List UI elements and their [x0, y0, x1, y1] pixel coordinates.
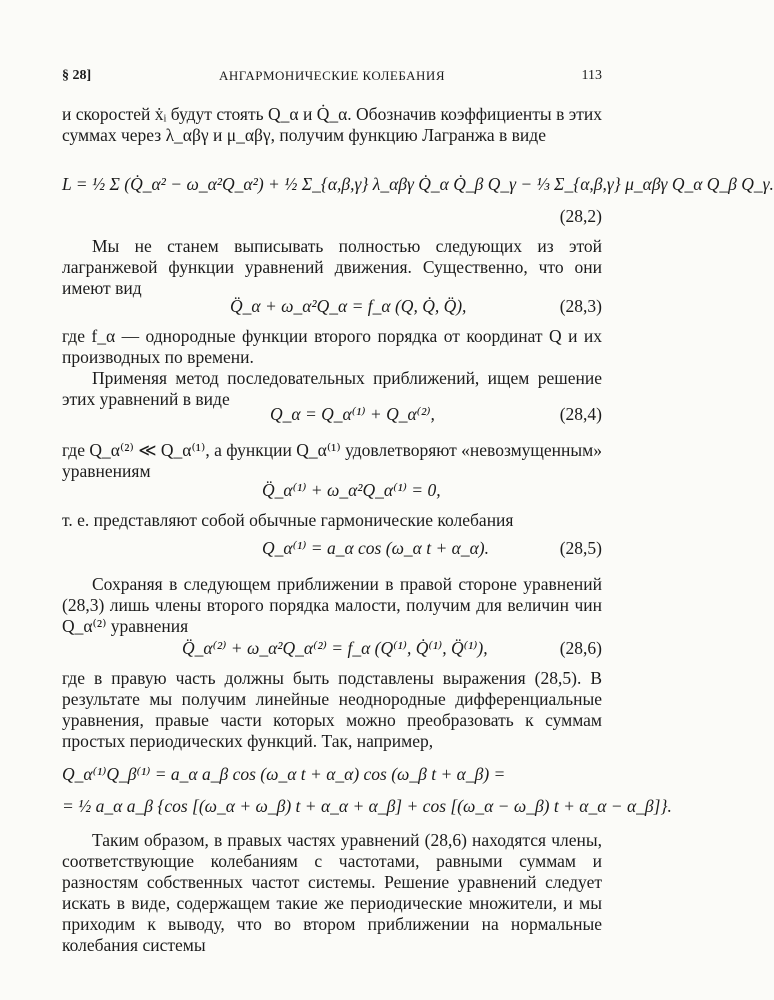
equation-number-28-5: (28,5) [559, 538, 602, 558]
paragraph-3: где f_α — однородные функции второго порядка от координат Q и их производных по времени. [62, 326, 602, 367]
equation-28-6 [62, 636, 602, 660]
paragraph-7: Сохраняя в следующем приближении в правой стороне уравнений (28,3) лишь члены второго порядка малости, получим для величин чин Q_α⁽²⁾ уравнения [62, 574, 602, 636]
paragraph-6: т. е. представляют собой обычные гармонические колебания [62, 510, 514, 530]
equation-28-5 [62, 536, 602, 560]
equation-28-6-text: Q̈_α⁽²⁾ + ω_α²Q_α⁽²⁾ = f_α (Q⁽¹⁾, Q̇⁽¹⁾, Q̈⁽¹⁾), [182, 638, 488, 658]
page-number: 113 [581, 68, 602, 83]
paragraph-8: где в правую часть должны быть подставлены выражения (28,5). В результате мы получим линейные неоднородные дифференциальные уравнения, правые части которых можно преобразовать к суммам простых периодических функций. Так, например, [62, 668, 602, 751]
equation-28-4 [62, 402, 602, 426]
running-header [62, 68, 602, 90]
equation-number-28-4: (28,4) [559, 404, 602, 424]
section-marker: § 28] [62, 68, 92, 83]
equation-number-28-3: (28,3) [559, 296, 602, 316]
equation-28-3-text: Q̈_α + ω_α²Q_α = f_α (Q, Q̇, Q̈), [230, 296, 467, 316]
equation-28-3 [62, 294, 602, 318]
paragraph-5: где Q_α⁽²⁾ ≪ Q_α⁽¹⁾, а функции Q_α⁽¹⁾ удовлетворяют «невозмущенным» уравнениям [62, 440, 602, 481]
equation-product-line-2-text: = ½ a_α a_β {cos [(ω_α + ω_β) t + α_α + α_β] + cos [(ω_α − ω_β) t + α_α − α_β]}. [62, 796, 672, 816]
equation-product-line-2 [62, 794, 672, 818]
paragraph-2: Мы не станем выписывать полностью следующих из этой лагранжевой функции уравнений движения. Существенно, что они имеют вид [62, 236, 602, 298]
equation-number-28-2: (28,2) [559, 206, 602, 226]
equation-lagrangian-text: L = ½ Σ (Q̇_α² − ω_α²Q_α²) + ½ Σ_{α,β,γ} λ_αβγ Q̇_α Q̇_β Q_γ − ⅓ Σ_{α,β,γ} μ_αβγ Q_α Q_β Q_γ. [62, 174, 774, 194]
equation-number-28-6: (28,6) [559, 638, 602, 658]
equation-product-line-1-text: Q_α⁽¹⁾Q_β⁽¹⁾ = a_α a_β cos (ω_α t + α_α) cos (ω_β t + α_β) = [62, 764, 506, 784]
paragraph-4: Применяя метод последовательных приближений, ищем решение этих уравнений в виде [62, 368, 602, 409]
chapter-title: АНГАРМОНИЧЕСКИЕ КОЛЕБАНИЯ [218, 68, 445, 83]
equation-28-5-text: Q_α⁽¹⁾ = a_α cos (ω_α t + α_α). [262, 538, 489, 558]
equation-product-line-1 [62, 762, 602, 786]
equation-unperturbed-text: Q̈_α⁽¹⁾ + ω_α²Q_α⁽¹⁾ = 0, [262, 480, 441, 500]
equation-lagrangian [62, 172, 774, 196]
paragraph-9: Таким образом, в правых частях уравнений (28,6) находятся члены, соответствующие колебаниям с частотами, равными суммам и разностям собственных частот системы. Решение уравнений следует искать в виде, содержащем такие же периодические множители, и мы приходим к выводу, что во втором приближении на нормальные колебания системы [62, 830, 602, 955]
paragraph-1: и скоростей ẋᵢ будут стоять Q_α и Q̇_α. Обозначив коэффициенты в этих суммах через λ_αβγ и μ_αβγ, получим функцию Лагранжа в виде [62, 104, 602, 145]
equation-unperturbed [62, 478, 602, 502]
equation-28-4-text: Q_α = Q_α⁽¹⁾ + Q_α⁽²⁾, [270, 404, 435, 424]
